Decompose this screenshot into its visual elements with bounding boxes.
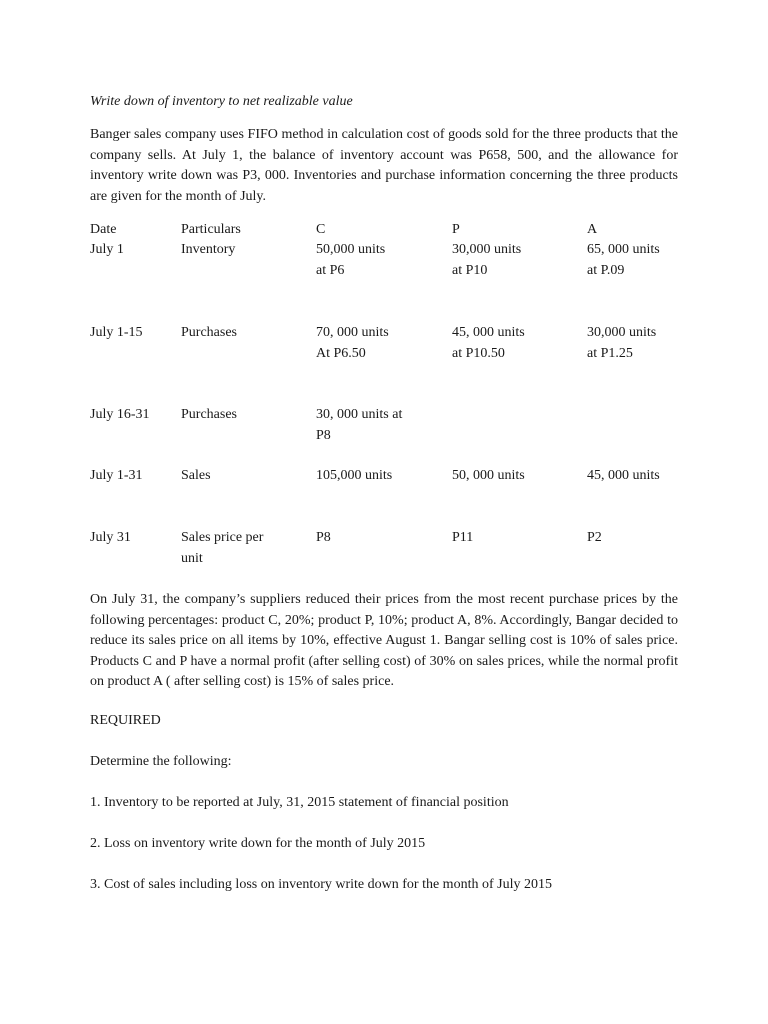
row2-a-line2: at P1.25 — [587, 346, 633, 361]
row1-a-line1: 65, 000 units — [587, 242, 660, 257]
header-particulars: Particulars — [181, 222, 241, 237]
intro-paragraph: Banger sales company uses FIFO method in calculation cost of goods sold for the three products that the company sells. At July 1, the balance of inventory account was P658, 500, and the allowance for inventory write down was P3, 000. Inventories and purchase information concerning the three products are given for the month of July. — [90, 127, 678, 204]
row4-date: July 1-31 — [90, 468, 143, 483]
row1-c-line1: 50,000 units — [316, 242, 386, 257]
row4-particulars: Sales — [181, 468, 211, 483]
header-a: A — [587, 222, 598, 237]
row3-c-line2: P8 — [316, 428, 331, 443]
row5-particulars-line1: Sales price per — [181, 530, 264, 545]
row4-p: 50, 000 units — [452, 468, 525, 483]
row2-date: July 1-15 — [90, 325, 143, 340]
required-heading: REQUIRED — [90, 713, 161, 728]
row4-c: 105,000 units — [316, 468, 393, 483]
header-p: P — [452, 222, 460, 237]
body-paragraph: On July 31, the company’s suppliers reduced their prices from the most recent purchase prices by the following percentages: product C, 20%; product P, 10%; product A, 8%. Accordingly, Bangar decided to reduce its sales price on all items by 10%, effective August 1. Bangar selling cost is 10% of sales price. Products C and P have a normal profit (after selling cost) of 30% on sales prices, while the normal profit on product A ( after selling cost) is 15% of sales price. — [90, 592, 678, 689]
row5-particulars-line2: unit — [181, 551, 203, 566]
header-date: Date — [90, 222, 117, 237]
row4-a: 45, 000 units — [587, 468, 660, 483]
row3-date: July 16-31 — [90, 407, 150, 422]
row2-particulars: Purchases — [181, 325, 237, 340]
row2-c-line2: At P6.50 — [316, 346, 366, 361]
row1-c-line2: at P6 — [316, 263, 345, 278]
question-2: 2. Loss on inventory write down for the month of July 2015 — [90, 836, 426, 851]
row1-p-line2: at P10 — [452, 263, 488, 278]
row3-particulars: Purchases — [181, 407, 237, 422]
row1-particulars: Inventory — [181, 242, 236, 257]
row2-p-line1: 45, 000 units — [452, 325, 525, 340]
header-c: C — [316, 222, 326, 237]
row2-c-line1: 70, 000 units — [316, 325, 389, 340]
row2-p-line2: at P10.50 — [452, 346, 505, 361]
determine-line: Determine the following: — [90, 754, 232, 769]
row5-a: P2 — [587, 530, 602, 545]
row1-p-line1: 30,000 units — [452, 242, 522, 257]
row2-a-line1: 30,000 units — [587, 325, 657, 340]
row3-c-line1: 30, 000 units at — [316, 407, 403, 422]
question-1: 1. Inventory to be reported at July, 31, 2015 statement of financial position — [90, 795, 509, 810]
row1-date: July 1 — [90, 242, 124, 257]
row1-a-line2: at P.09 — [587, 263, 625, 278]
row5-c: P8 — [316, 530, 331, 545]
row5-p: P11 — [452, 530, 474, 545]
row5-date: July 31 — [90, 530, 131, 545]
question-3: 3. Cost of sales including loss on inventory write down for the month of July 2015 — [90, 877, 552, 892]
problem-title: Write down of inventory to net realizable value — [90, 94, 353, 109]
